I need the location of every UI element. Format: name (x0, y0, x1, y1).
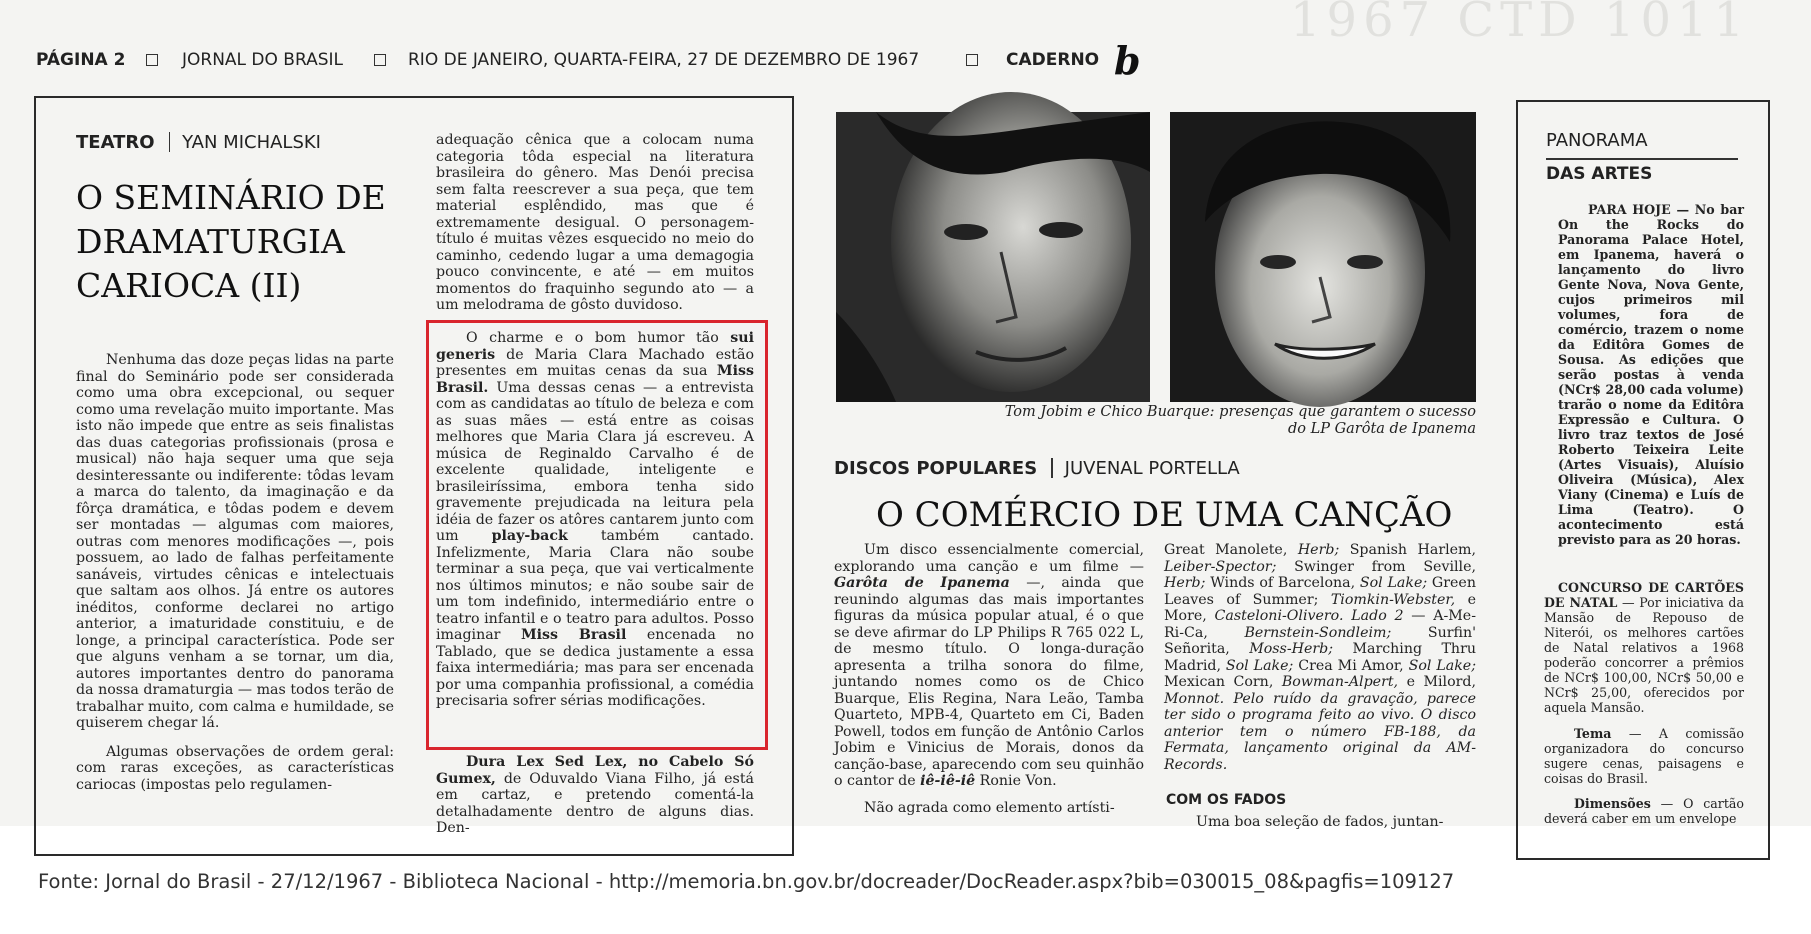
text-run-italic: Herb; (1297, 542, 1340, 558)
theatre-section-name: TEATRO (76, 132, 155, 153)
text-run: Uma dessas cenas — a entrevista com as candidatas ao título de beleza e com as suas mães — está entre as coisas melhores que Maria Clara já escreveu. A música de Reginaldo Carvalho é de excelente qualidade, inteligente e brasileiríssima, embora tenha sido gravemente prejudicada na leitura pela idéia de fazer os atôres cantarem junto com um (436, 379, 754, 544)
caderno-b-logo: b (1114, 38, 1141, 83)
photo-tom-jobim (836, 112, 1150, 402)
text-run: — A comissão organizadora do concurso sugere cenas, paisagens e coisas do Brasil. (1544, 726, 1744, 786)
text-run-bold: Dura Lex Sed Lex, no Cabelo Só Gumex, (436, 754, 754, 787)
photo-caption: Tom Jobim e Chico Buarque: presenças que garantem o sucesso do LP Garôta de Ipanema (1004, 404, 1476, 437)
text-run: encenada no Tablado, que se dedica justamente a essa faixa intermediária; mas para ser encenada por uma companhia profissional, a comédia precisaria sofrer sérias modificações. (436, 627, 754, 709)
text-run-bold: Miss Brasil. (436, 363, 754, 396)
theatre-column-2-top (436, 132, 754, 318)
discos-section-name: DISCOS POPULARES (834, 458, 1038, 479)
text-run: Um disco essencialmente comercial, explorando uma canção e um filme — (834, 542, 1144, 575)
fados-subheading: COM OS FADOS (1166, 792, 1287, 808)
text-run-italic: Monnot. Pelo ruído da gravação, parece ter sido o programa feito ao vivo. O disco anterior tem o número FB-188, da Fermata, lançamento original da AM-Records. (1164, 690, 1476, 773)
discos-headline: O COMÉRCIO DE UMA CANÇÃO (876, 495, 1453, 535)
text-run: Crea Mi Amor, (1298, 657, 1404, 674)
text-run: Não agrada como elemento artísti- (864, 799, 1115, 816)
text-run-italic: Sol Lake; (1359, 575, 1428, 591)
discos-column-2 (1164, 542, 1476, 778)
portrait-image (836, 112, 1150, 402)
section-label: CADERNO (1006, 50, 1100, 70)
text-run-bold: CONCURSO DE CARTÕES DE NATAL (1544, 580, 1744, 610)
masthead-square-icon (966, 54, 978, 66)
section-divider (1051, 458, 1053, 478)
text-run: Marching Thru Madrid, (1164, 641, 1476, 674)
text-run-italic: Moss-Herb; (1249, 641, 1334, 657)
panorama-title: PANORAMA (1546, 130, 1648, 151)
discos-column-1 (834, 542, 1144, 826)
text-run: —, ainda que reunindo algumas das mais importantes figuras da música popular atual, é o que se deve afirmar do LP Philips R 765 022 L, de mesmo título. O longa-duração apresenta a trilha sonora do filme, juntando nomes como os de Chico Buarque, Elis Regina, Nara Leão, Tamba Quarteto, MPB-4, Quarteto em Ci, Baden Powell, todos em função de Antônio Carlos Jobim e Vinicius de Morais, donos da canção-base, aparecendo com seu quinhão o cantor de (834, 575, 1144, 789)
panorama-rule (1546, 158, 1738, 160)
theatre-paragraph: Algumas observações de ordem geral: com raras exceções, as características cariocas (impostas pelo regulamen- (76, 743, 394, 793)
text-run: e More, (1164, 591, 1476, 624)
text-run: — No bar On the Rocks do Panorama Palace Hotel, em Ipanema, haverá o lançamento do livro Gente Nova, Nova Gente, cujos primeiros mil volumes, fora de comércio, trazem o nome da Editôra Gomes de Sousa. As edições que serão postas à venda (NCr$ 28,00 cada volume) trarão o nome da Editôra Expressão e Cultura. O livro traz textos de José Roberto Teixeira Leite (Artes Visuais), Aluísio Oliveira (Música), Alex Viany (Cinema) e Luís de Lima (Teatro). O acontecimento está previsto para as 20 horas. (1558, 202, 1745, 547)
text-run: também cantado. Infelizmente, Maria Clara não soube terminar a sua peça, que vai verticalmente nos últimos minutos; e não soube sair de um tom indefinido, intermediário entre o teatro infantil e o teatro para adultos. Posso imaginar (436, 528, 754, 643)
section-divider (169, 132, 171, 152)
theatre-paragraph: Nenhuma das doze peças lidas na parte final do Seminário pode ser considerada como uma obra excepcional, ou sequer como uma revelação muito importante. Mas isto não impede que entre as seis finalistas das duas categorias profissionais (prosa e musical) não haja sequer uma que seja desinteressante ou indiferente: tôdas levam a marca do talento, da imaginação e da fôrça dramática, e tôdas podem e devem ser montadas — algumas com maiores, outras com menores modificações —, pois possuem, ao lado de falhas perfeitamente sanáveis, virtudes cênicas e intelectuais que saltam aos olhos. Já entre os autores inéditos, conforme declarei no artigo anterior, a imaturidade constituiu, e de longe, a principal característica. Pode ser que alguns venham a se tornar, um dia, autores importantes dentro do panorama da nossa dramaturgia — mas todos terão de trabalhar muito, com calma e humildade, se quiserem chegar lá. (76, 352, 394, 731)
text-run: de Maria Clara Machado estão presentes em muitas cenas da sua (436, 346, 754, 379)
panorama-subtitle: DAS ARTES (1546, 164, 1653, 184)
theatre-headline-line: DRAMATURGIA (76, 222, 345, 261)
theatre-column-2-bottom (436, 754, 754, 836)
panorama-item-tema (1544, 726, 1744, 788)
theatre-author: YAN MICHALSKI (182, 132, 321, 153)
text-run-italic: Tiomkin-Webster, (1330, 591, 1456, 608)
text-run: O charme e o bom humor tão (466, 330, 719, 346)
masthead (36, 38, 1176, 90)
text-run: Ronie Von. (979, 773, 1057, 789)
paper-name: JORNAL DO BRASIL (182, 50, 343, 70)
text-run-italic: Bowman-Alpert, (1281, 674, 1399, 690)
text-run: e Milord, (1406, 674, 1477, 690)
text-run-bold: Dimensões (1574, 796, 1651, 811)
text-run: Spanish Harlem, (1349, 542, 1477, 558)
text-run: Mexican Corn, (1164, 674, 1274, 690)
text-run: Surfin' Señorita, (1164, 624, 1477, 657)
masthead-square-icon (146, 54, 158, 66)
page-number: PÁGINA 2 (36, 50, 126, 70)
source-citation: Fonte: Jornal do Brasil - 27/12/1967 - Biblioteca Nacional - http://memoria.bn.gov.br/docreader/DocReader.aspx?bib=030015_08&pagfis=109127 (38, 870, 1455, 893)
fados-text: Uma boa seleção de fados, juntan- (1196, 814, 1444, 830)
place-date: RIO DE JANEIRO, QUARTA-FEIRA, 27 DE DEZEMBRO DE 1967 (408, 50, 920, 70)
text-run-italic: Sol Lake; (1225, 657, 1294, 674)
text-run-italic: Casteloni-Olivero. Lado 2 (1214, 608, 1404, 624)
text-run-italic: iê-iê-iê (920, 773, 976, 789)
text-run: Green Leaves of Summer; (1164, 575, 1476, 608)
masthead-square-icon (374, 54, 386, 66)
text-run-italic: Garôta de Ipanema (834, 575, 1010, 591)
theatre-section-header (76, 132, 321, 153)
discos-author: JUVENAL PORTELLA (1064, 458, 1240, 479)
text-run: Winds of Barcelona, (1210, 575, 1356, 591)
text-run-bold: sui generis (436, 330, 754, 363)
text-run: — A-Me-Ri-Ca, (1164, 608, 1476, 641)
discos-section-header (834, 458, 1240, 479)
photo-chico-buarque (1170, 112, 1476, 402)
text-run: — Por iniciativa da Mansão de Repouso de Niterói, os melhores cartões de Natal relativos a 1968 poderão concorrer a prêmios de NCr$ 100,00, NCr$ 50,00 e NCr$ 25,00, oferecidos por aquela Mansão. (1544, 595, 1744, 715)
text-run-italic: Sol Lake; (1408, 657, 1476, 674)
panorama-item-concurso (1544, 580, 1744, 715)
red-highlight-box (426, 320, 768, 750)
text-run-bold: Tema (1574, 726, 1612, 741)
panorama-item-para-hoje (1558, 202, 1744, 548)
text-run: de Oduvaldo Viana Filho, já está em cartaz, e pretendo comentá-la detalhadamente dentro de alguns dias. Den- (436, 770, 754, 836)
text-run-bold: Miss Brasil (520, 627, 627, 643)
text-run-italic: Bernstein-Sondleim; (1244, 624, 1392, 641)
text-run-bold: PARA HOJE (1588, 202, 1671, 217)
text-run: Swinger from Seville, (1294, 558, 1476, 575)
portrait-image (1170, 112, 1476, 402)
text-run-italic: Herb; (1164, 575, 1206, 591)
theatre-headline-line: O SEMINÁRIO DE (76, 178, 386, 217)
panorama-item-dimensoes (1544, 796, 1744, 826)
theatre-headline (76, 176, 386, 308)
theatre-column-1 (76, 352, 394, 826)
bleed-through-text: 1967 CTD 1011 (1290, 0, 1751, 48)
text-run-italic: Leiber-Spector; (1164, 558, 1277, 575)
theatre-paragraph: adequação cênica que a colocam numa categoria tôda especial na literatura brasileira do gênero. Mas Denói precisa sem falta reescrever a sua peça, que tem material esplêndido, mas que é extremamente desigual. O personagem-título é muitas vêzes esquecido no meio do caminho, cedendo lugar a uma demagogia pouco convincente, e até — em muitos momentos do fraquinho segundo ato — a um melodrama de gôsto duvidoso. (436, 132, 754, 313)
text-run-bold: play-back (491, 528, 568, 544)
theatre-headline-line: CARIOCA (II) (76, 266, 302, 305)
text-run: — O cartão deverá caber em um envelope (1544, 796, 1744, 826)
text-run: Great Manolete, (1164, 542, 1288, 558)
